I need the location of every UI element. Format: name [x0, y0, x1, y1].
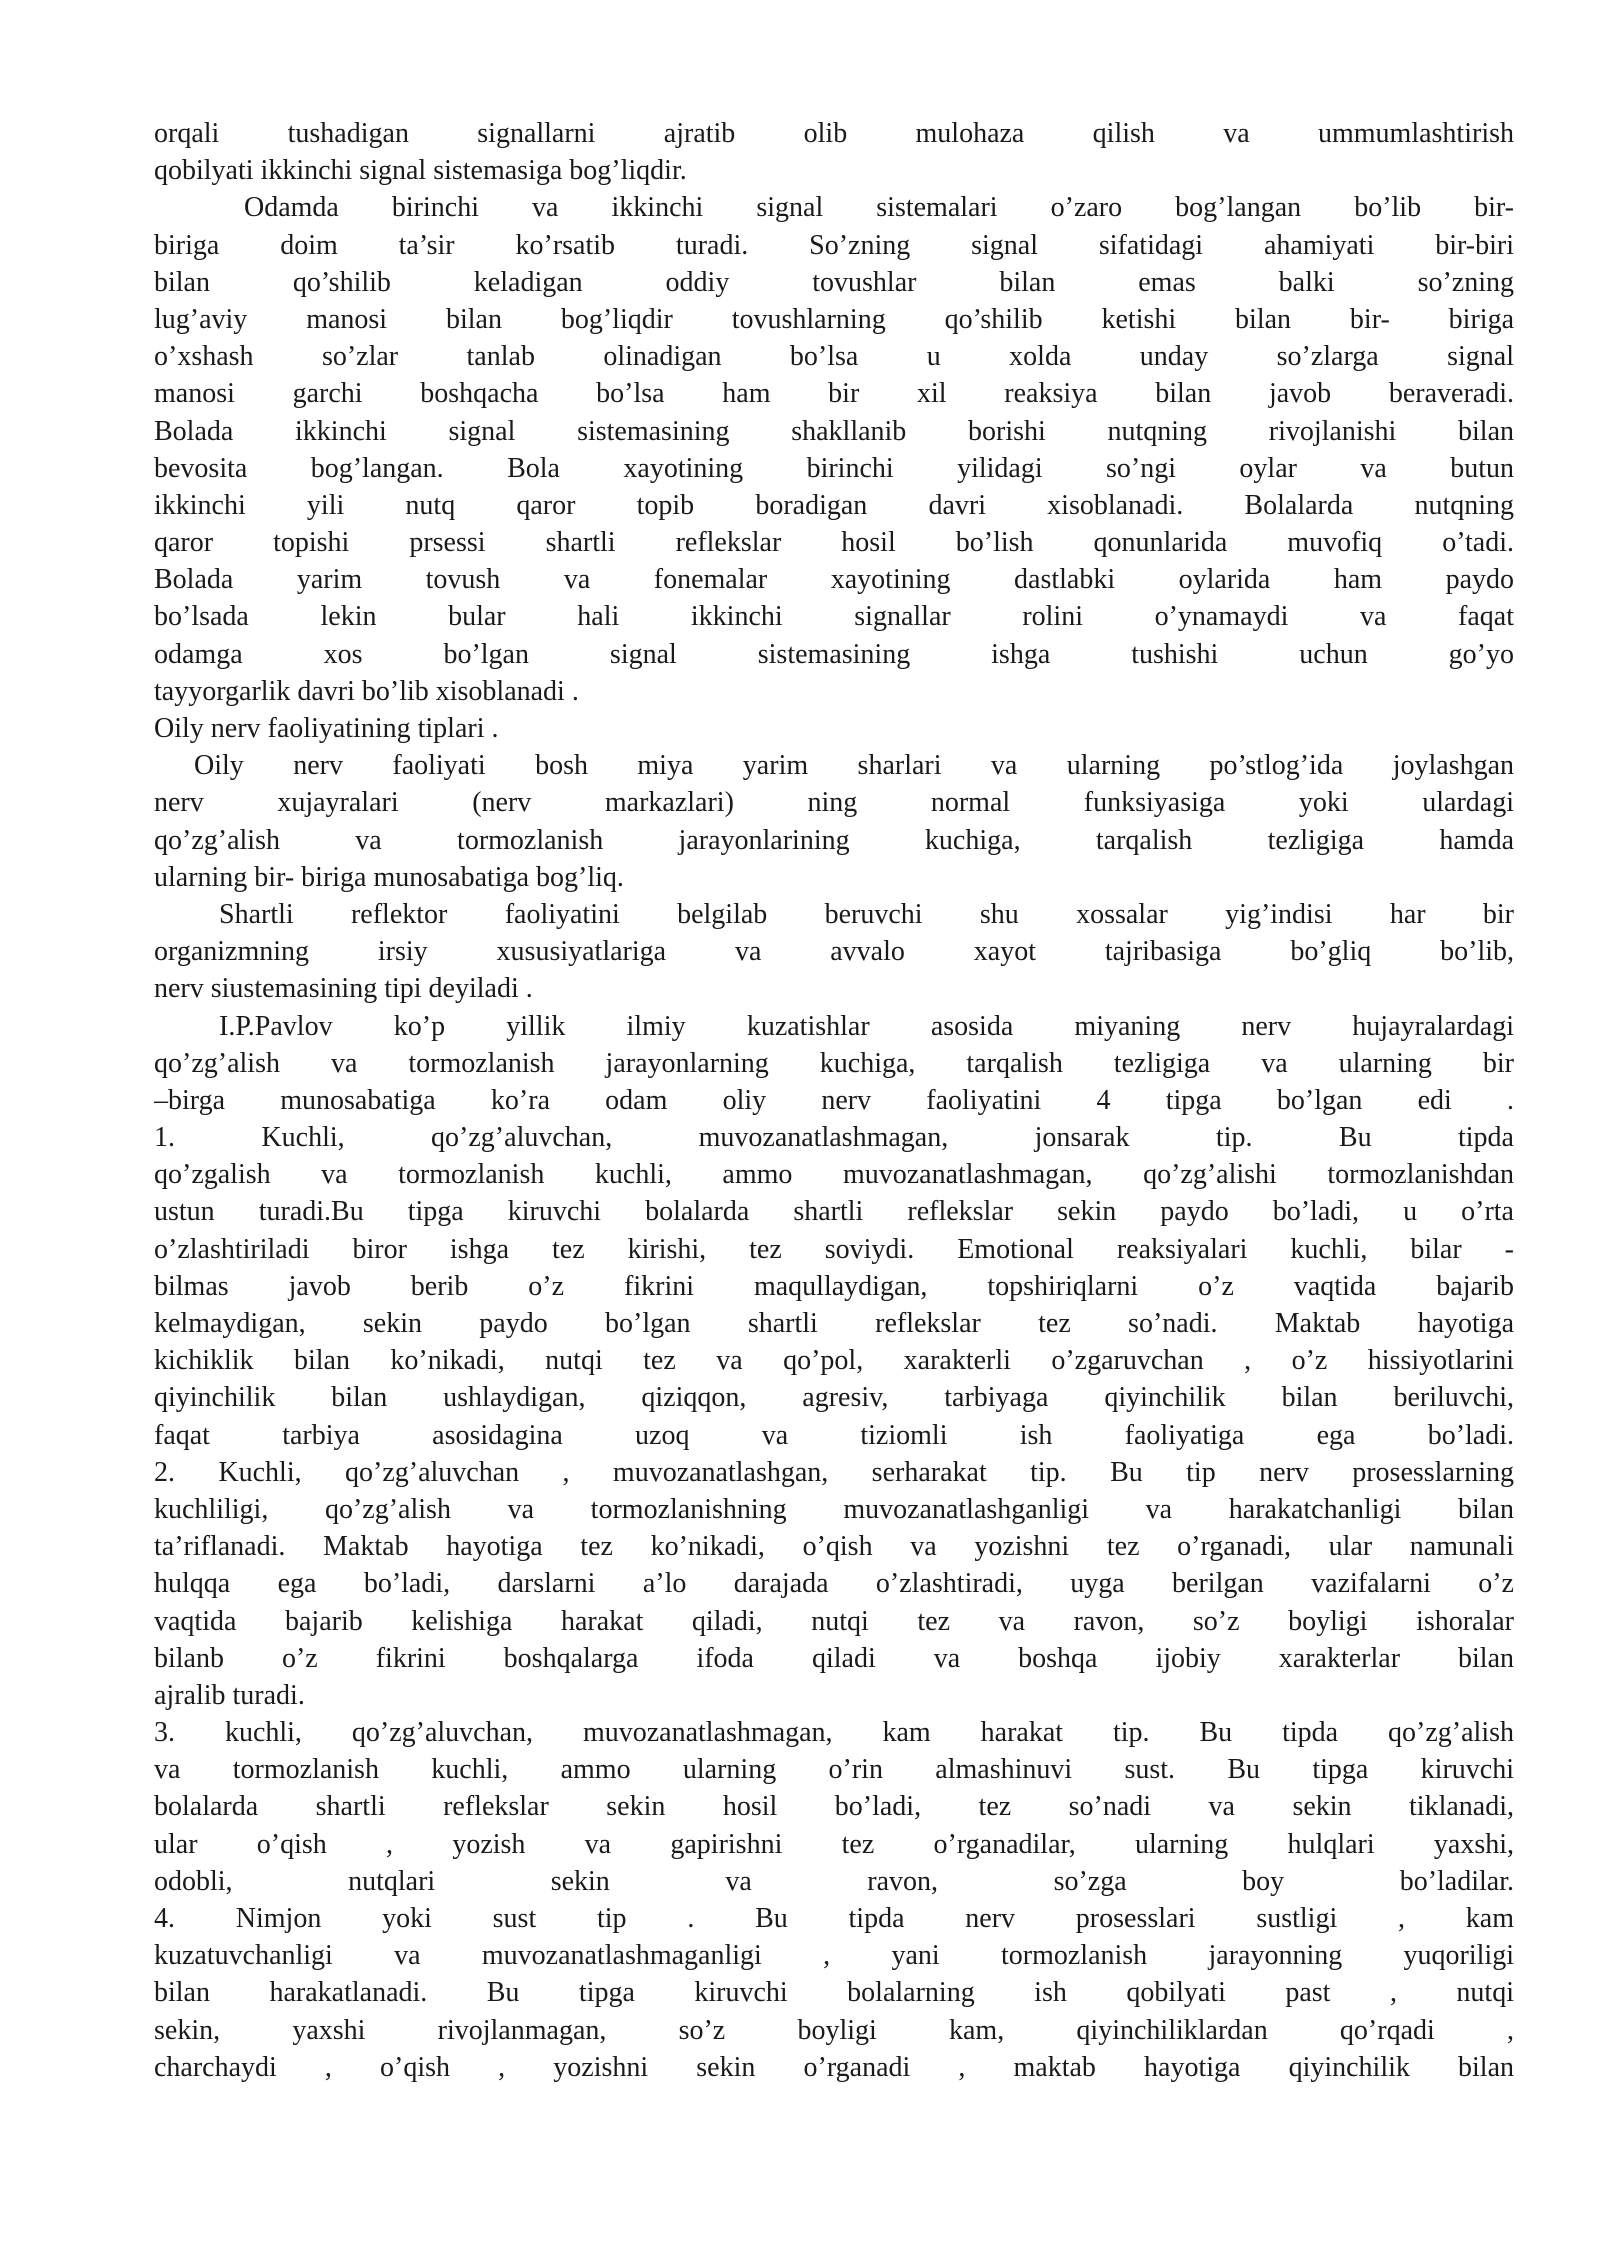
text-line: o’xshash so’zlar tanlab olinadigan bo’lsa u xolda unday so’zlarga signal	[154, 341, 1514, 373]
text-line: orqali tushadigan signallarni ajratib olib mulohaza qilish va ummumlashtirish	[154, 118, 1514, 149]
text-line: ustun turadi.Bu tipga kiruvchi bolalarda shartli reflekslar sekin paydo bo’ladi, u o’rta	[154, 1196, 1514, 1228]
text-line: organizmning irsiy xususiyatlariga va avvalo xayot tajribasiga bo’gliq bo’lib,	[154, 936, 1514, 968]
text-line: Shartli reflektor faoliyatini belgilab beruvchi shu xossalar yig’indisi har bir	[219, 898, 1514, 930]
text-line: bilanb o’z fikrini boshqalarga ifoda qiladi va boshqa ijobiy xarakterlar bilan	[154, 1642, 1514, 1674]
text-line: qo’zg’alish va tormozlanish jarayonlarning kuchiga, tarqalish tezligiga va ularning bir	[154, 1047, 1514, 1079]
text-line: 3. kuchli, qo’zg’aluvchan, muvozanatlashmagan, kam harakat tip. Bu tipda qo’zg’alish	[154, 1717, 1514, 1749]
text-line: kichiklik bilan ko’nikadi, nutqi tez va qo’pol, xarakterli o’zgaruvchan , o’z hissiyotlarini	[154, 1345, 1514, 1377]
text-line: faqat tarbiya asosidagina uzoq va tiziomli ish faoliyatiga ega bo’ladi.	[154, 1419, 1514, 1451]
text-line: lug’aviy manosi bilan bog’liqdir tovushlarning qo’shilib ketishi bilan bir- biriga	[154, 303, 1514, 335]
text-line: qiyinchilik bilan ushlaydigan, qiziqqon, agresiv, tarbiyaga qiyinchilik bilan beriluvchi,	[154, 1382, 1514, 1414]
text-line: Oily nerv faoliyatining tiplari .	[154, 713, 499, 744]
text-line: kelmaydigan, sekin paydo bo’lgan shartli reflekslar tez so’nadi. Maktab hayotiga	[154, 1308, 1514, 1339]
text-line: hulqqa ega bo’ladi, darslarni a’lo darajada o’zlashtiradi, uyga berilgan vazifalarni o’z	[154, 1568, 1514, 1600]
text-line: bolalarda shartli reflekslar sekin hosil bo’ladi, tez so’nadi va sekin tiklanadi,	[154, 1791, 1514, 1823]
text-line: Oily nerv faoliyati bosh miya yarim sharlari va ularning po’stlog’ida joylashgan	[194, 750, 1514, 782]
text-line: ikkinchi yili nutq qaror topib boradigan davri xisoblanadi. Bolalarda nutqning	[154, 489, 1514, 521]
text-line: qaror topishi prsessi shartli reflekslar hosil bo’lish qonunlarida muvofiq o’tadi.	[154, 527, 1514, 559]
text-line: o’zlashtiriladi biror ishga tez kirishi, tez soviydi. Emotional reaksiyalari kuchli, bilar -	[154, 1233, 1514, 1265]
text-line: ular o’qish , yozish va gapirishni tez o’rganadilar, ularning hulqlari yaxshi,	[154, 1828, 1514, 1860]
text-line: charchaydi , o’qish , yozishni sekin o’rganadi , maktab hayotiga qiyinchilik bilan	[154, 2051, 1514, 2083]
text-line: 1. Kuchli, qo’zg’aluvchan, muvozanatlashmagan, jonsarak tip. Bu tipda	[154, 1122, 1514, 1154]
text-line: qo’zgalish va tormozlanish kuchli, ammo muvozanatlashmagan, qo’zg’alishi tormozlanishdan	[154, 1159, 1514, 1191]
text-line: tayyorgarlik davri bo’lib xisoblanadi .	[154, 675, 579, 707]
text-line: bilmas javob berib o’z fikrini maqullaydigan, topshiriqlarni o’z vaqtida bajarib	[154, 1270, 1514, 1302]
text-line: biriga doim ta’sir ko’rsatib turadi. So’zning signal sifatidagi ahamiyati bir-biri	[154, 229, 1514, 261]
text-line: Bolada ikkinchi signal sistemasining shakllanib borishi nutqning rivojlanishi bilan	[154, 415, 1514, 447]
text-line: bilan harakatlanadi. Bu tipga kiruvchi bolalarning ish qobilyati past , nutqi	[154, 1977, 1514, 2009]
text-line: kuzatuvchanligi va muvozanatlashmaganligi , yani tormozlanish jarayonning yuqoriligi	[154, 1940, 1514, 1972]
text-line: –birga munosabatiga ko’ra odam oliy nerv faoliyatini 4 tipga bo’lgan edi .	[154, 1084, 1514, 1116]
text-line: 4. Nimjon yoki sust tip . Bu tipda nerv prosesslari sustligi , kam	[154, 1903, 1514, 1934]
text-line: ularning bir- biriga munosabatiga bog’liq.	[154, 861, 624, 893]
text-line: sekin, yaxshi rivojlanmagan, so’z boyligi kam, qiyinchiliklardan qo’rqadi ,	[154, 2014, 1514, 2046]
text-line: qo’zg’alish va tormozlanish jarayonlarining kuchiga, tarqalish tezligiga hamda	[154, 824, 1514, 856]
text-line: odamga xos bo’lgan signal sistemasining ishga tushishi uchun go’yo	[154, 638, 1514, 670]
text-line: nerv xujayralari (nerv markazlari) ning normal funksiyasiga yoki ulardagi	[154, 787, 1514, 819]
text-line: bo’lsada lekin bular hali ikkinchi signallar rolini o’ynamaydi va faqat	[154, 601, 1514, 633]
text-line: kuchliligi, qo’zg’alish va tormozlanishning muvozanatlashganligi va harakatchanligi bilan	[154, 1493, 1514, 1525]
text-line: Odamda birinchi va ikkinchi signal sistemalari o’zaro bog’langan bo’lib bir-	[244, 192, 1514, 224]
text-line: vaqtida bajarib kelishiga harakat qiladi, nutqi tez va ravon, so’z boyligi ishoralar	[154, 1605, 1514, 1637]
text-line: Bolada yarim tovush va fonemalar xayotining dastlabki oylarida ham paydo	[154, 564, 1514, 596]
text-line: bilan qo’shilib keladigan oddiy tovushlar bilan emas balki so’zning	[154, 266, 1514, 298]
text-line: I.P.Pavlov ko’p yillik ilmiy kuzatishlar asosida miyaning nerv hujayralardagi	[219, 1010, 1514, 1042]
text-line: ajralib turadi.	[154, 1679, 305, 1711]
text-line: nerv siustemasining tipi deyiladi .	[154, 973, 533, 1005]
text-line: odobli, nutqlari sekin va ravon, so’zga boy bo’ladilar.	[154, 1865, 1514, 1897]
text-line: bevosita bog’langan. Bola xayotining birinchi yilidagi so’ngi oylar va butun	[154, 452, 1514, 484]
text-line: qobilyati ikkinchi signal sistemasiga bog’liqdir.	[154, 155, 687, 187]
body-text	[154, 115, 1514, 2086]
text-line: manosi garchi boshqacha bo’lsa ham bir xil reaksiya bilan javob beraveradi.	[154, 378, 1514, 410]
text-line: 2. Kuchli, qo’zg’aluvchan , muvozanatlashgan, serharakat tip. Bu tip nerv prosesslarning	[154, 1456, 1514, 1488]
text-line: va tormozlanish kuchli, ammo ularning o’rin almashinuvi sust. Bu tipga kiruvchi	[154, 1754, 1514, 1786]
text-line: ta’riflanadi. Maktab hayotiga tez ko’nikadi, o’qish va yozishni tez o’rganadi, ular namunali	[154, 1531, 1514, 1563]
